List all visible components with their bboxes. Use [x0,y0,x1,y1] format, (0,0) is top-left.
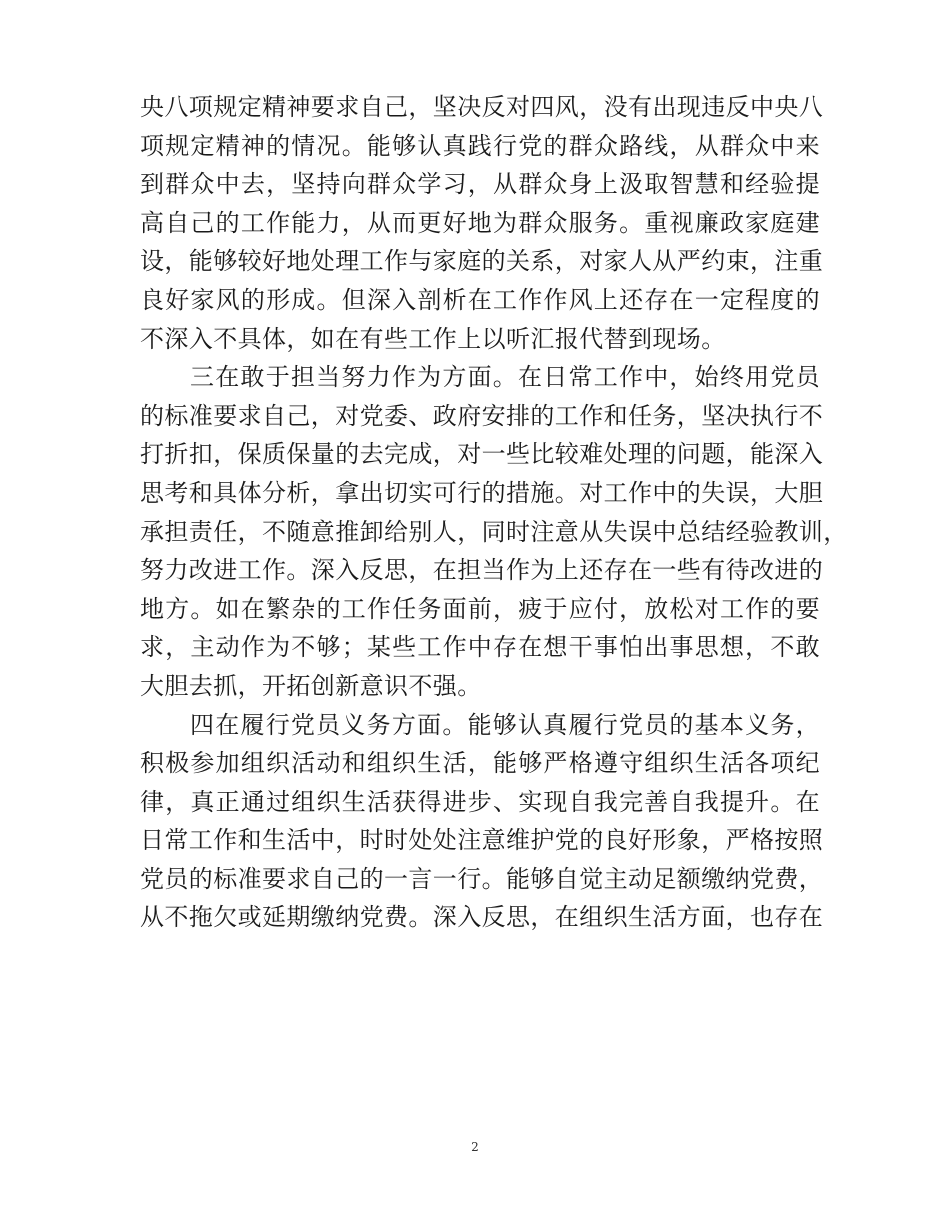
text-line: 打折扣，保质保量的去完成，对一些比较难处理的问题，能深入 [140,440,824,469]
text-line: 设，能够较好地处理工作与家庭的关系，对家人从严约束，注重 [140,247,824,276]
text-line: 从不拖欠或延期缴纳党费。深入反思，在组织生活方面，也存在 [140,903,824,932]
text-line: 努力改进工作。深入反思，在担当作为上还存在一些有待改进的 [140,556,824,585]
text-line: 良好家风的形成。但深入剖析在工作作风上还存在一定程度的 [140,285,820,314]
page-number: 2 [471,1140,479,1154]
text-line: 党员的标准要求自己的一言一行。能够自觉主动足额缴纳党费， [140,864,824,893]
text-line: 地方。如在繁杂的工作任务面前，疲于应付，放松对工作的要 [140,594,820,623]
paragraph-heading-line: 三在敢于担当努力作为方面。在日常工作中，始终用党员 [190,363,820,392]
text-line: 积极参加组织活动和组织生活，能够严格遵守组织生活各项纪 [140,749,820,778]
text-line: 到群众中去，坚持向群众学习，从群众身上汲取智慧和经验提 [140,170,820,199]
text-line: 日常工作和生活中，时时处处注意维护党的良好形象，严格按照 [140,826,824,855]
text-line: 思考和具体分析，拿出切实可行的措施。对工作中的失误，大胆 [140,478,824,507]
text-line: 律，真正通过组织生活获得进步、实现自我完善自我提升。在 [140,787,820,816]
text-line: 大胆去抓，开拓创新意识不强。 [140,671,482,700]
paragraph-heading-line: 四在履行党员义务方面。能够认真履行党员的基本义务， [190,710,820,739]
text-line: 承担责任，不随意推卸给别人，同时注意从失误中总结经验教训， [140,517,848,546]
document-body [140,88,848,937]
text-line: 的标准要求自己，对党委、政府安排的工作和任务，坚决执行不 [140,401,824,430]
text-line: 高自己的工作能力，从而更好地为群众服务。重视廉政家庭建 [140,208,820,237]
text-line: 项规定精神的情况。能够认真践行党的群众路线，从群众中来 [140,131,820,160]
text-line: 求，主动作为不够；某些工作中存在想干事怕出事思想，不敢 [140,633,820,662]
text-line: 不深入不具体，如在有些工作上以听汇报代替到现场。 [140,324,726,353]
text-line: 央八项规定精神要求自己，坚决反对四风，没有出现违反中央八 [140,93,824,121]
